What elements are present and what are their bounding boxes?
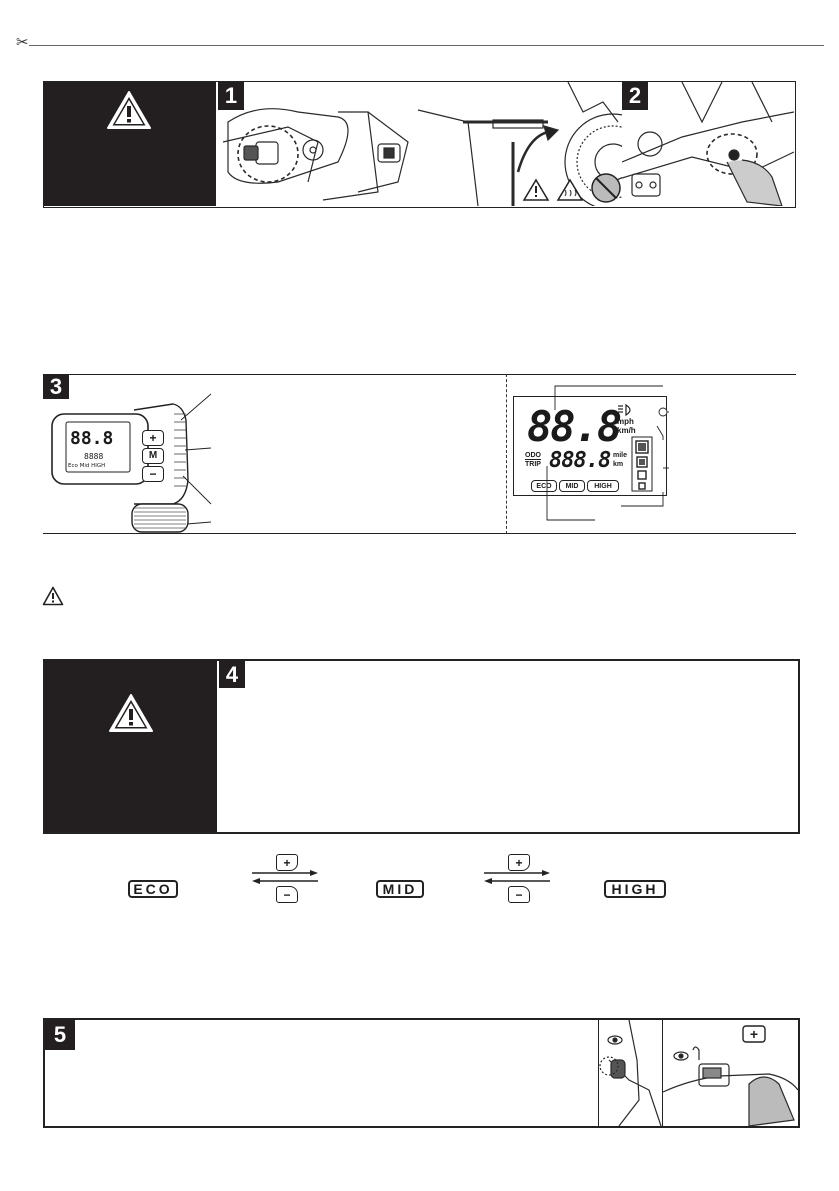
- step5-plus-symbol: +: [749, 1026, 759, 1042]
- lcd-callout-lines: [537, 382, 707, 532]
- mode-high-badge: [604, 880, 666, 898]
- minus-button-icon: [508, 886, 530, 903]
- no-touch-icons: [592, 174, 620, 202]
- step-number-1: 1: [218, 82, 244, 110]
- plus-symbol: +: [515, 855, 523, 870]
- mode-high-text: HIGH: [611, 881, 659, 897]
- controller-speed-readout: 88.8: [70, 428, 114, 449]
- mode-sequence: [120, 852, 680, 904]
- lcd-speed-digits: 88.8: [527, 402, 621, 451]
- plus-button-icon: [276, 854, 298, 871]
- step5-panel: [43, 1018, 800, 1128]
- mode-mid-label: MID: [565, 482, 579, 490]
- minus-symbol: −: [283, 887, 291, 902]
- hot-surface-warning-icon: [524, 180, 582, 200]
- step4-panel: [43, 659, 800, 834]
- controller-odo-readout: 8888: [84, 452, 104, 461]
- trip-label: TRIP: [525, 461, 541, 468]
- controller-callout-lines: [173, 388, 233, 528]
- step3-top-rule: [43, 374, 796, 375]
- step-number-4: 4: [219, 661, 245, 688]
- controller-minus-button[interactable]: [142, 466, 164, 482]
- plus-icon: +: [149, 431, 157, 445]
- minus-button-icon: [276, 886, 298, 903]
- mode-high-label: HIGH: [594, 482, 612, 490]
- mode-eco-text: ECO: [133, 881, 173, 897]
- step3-panel: [43, 374, 796, 535]
- distance-unit-mile: mile: [613, 452, 628, 459]
- caution-triangle-icon: [42, 586, 64, 606]
- step-number-2: 2: [622, 82, 648, 110]
- battery-connector-illustration: [218, 82, 622, 206]
- controller-mode-button[interactable]: [142, 448, 164, 464]
- warning-panel-4: [45, 661, 217, 832]
- mode-switch-arrows-2: [484, 852, 550, 904]
- mode-label: M: [148, 450, 158, 461]
- mode-mid-badge: [376, 880, 424, 898]
- minus-icon: −: [149, 467, 157, 481]
- warning-panel: [44, 82, 216, 206]
- step-number-5: 5: [45, 1020, 75, 1050]
- plus-symbol: +: [283, 855, 291, 870]
- mode-mid-text: MID: [382, 881, 418, 897]
- scissors-icon: ✂: [16, 33, 29, 51]
- speed-unit-mph: mph: [617, 417, 634, 426]
- mode-eco-badge: [128, 880, 178, 898]
- controller-plus-button[interactable]: [142, 430, 164, 446]
- odo-label: ODO: [525, 452, 541, 459]
- mode-switch-arrows-1: [252, 852, 318, 904]
- cut-line: [16, 33, 824, 51]
- controller-mode-readout: Eco Mid HIGH: [68, 463, 106, 469]
- minus-symbol: −: [515, 887, 523, 902]
- bidirectional-arrow-icon: [484, 870, 550, 884]
- cut-line-dashes: [16, 45, 824, 46]
- speed-unit-kmh: km/h: [617, 426, 636, 435]
- odo-digits: 888.8: [549, 448, 611, 473]
- step-number-3: 3: [43, 374, 69, 399]
- bidirectional-arrow-icon: [252, 870, 318, 884]
- step1-2-panel: [43, 81, 796, 208]
- step3-divider: [506, 374, 507, 534]
- mode-eco-label: ECO: [536, 482, 552, 490]
- warning-triangle-icon: [106, 90, 152, 130]
- warning-triangle-icon: [108, 693, 154, 733]
- distance-unit-km: km: [613, 461, 624, 468]
- power-button-illustration: [622, 82, 794, 206]
- plus-button-icon: [508, 854, 530, 871]
- mode-button-press-illustration: [599, 1020, 798, 1126]
